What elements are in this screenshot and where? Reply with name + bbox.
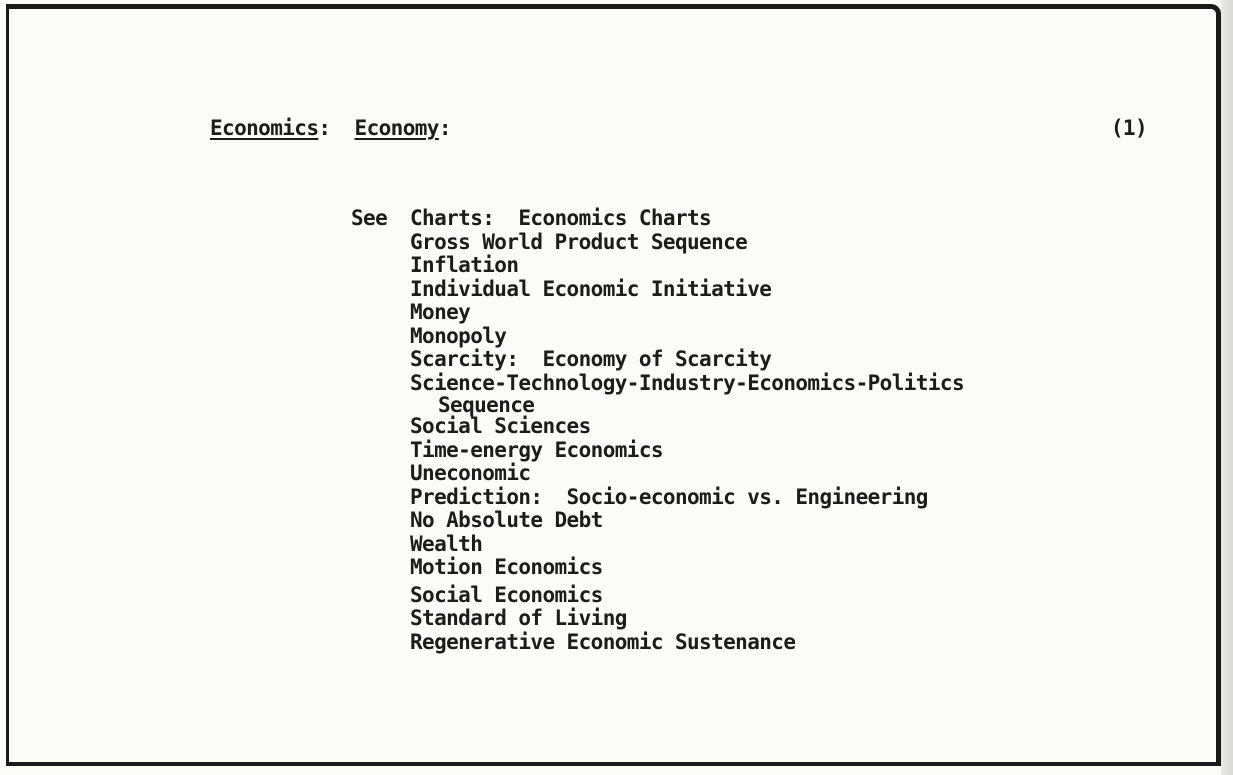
card-edge-shadow bbox=[1221, 0, 1233, 775]
list-item: Science-Technology-Industry-Economics-Politics bbox=[410, 370, 964, 395]
heading-term-economy: Economy bbox=[354, 116, 439, 140]
heading-colon: : bbox=[438, 116, 451, 140]
card-page-number: (1) bbox=[1110, 116, 1147, 140]
heading-term-economics: Economics bbox=[210, 116, 319, 140]
list-item: Social Sciences bbox=[410, 414, 591, 438]
list-item: Social Economics bbox=[410, 582, 603, 607]
card-heading bbox=[210, 117, 451, 139]
list-item: Monopoly bbox=[410, 323, 507, 348]
list-item: Prediction: Socio-economic vs. Engineering bbox=[410, 484, 928, 509]
list-item: Motion Economics bbox=[410, 555, 603, 579]
list-item: Scarcity: Economy of Scarcity bbox=[410, 347, 772, 371]
list-item: Regenerative Economic Sustenance bbox=[410, 629, 796, 654]
see-also-list bbox=[410, 207, 964, 654]
list-item: Standard of Living bbox=[410, 606, 627, 630]
list-item: Time-energy Economics bbox=[410, 437, 663, 462]
heading-colon: : bbox=[318, 116, 331, 140]
list-item-continuation: Sequence bbox=[438, 393, 535, 417]
list-item: Inflation bbox=[410, 253, 519, 277]
list-item: Money bbox=[410, 300, 471, 324]
list-item: Individual Economic Initiative bbox=[410, 276, 772, 301]
see-label: See bbox=[351, 206, 388, 230]
list-item: Uneconomic bbox=[410, 461, 531, 485]
list-item: No Absolute Debt bbox=[410, 508, 603, 532]
list-item: Wealth bbox=[410, 531, 483, 556]
list-item: Charts: Economics Charts bbox=[410, 206, 712, 230]
list-item: Gross World Product Sequence bbox=[410, 229, 748, 254]
